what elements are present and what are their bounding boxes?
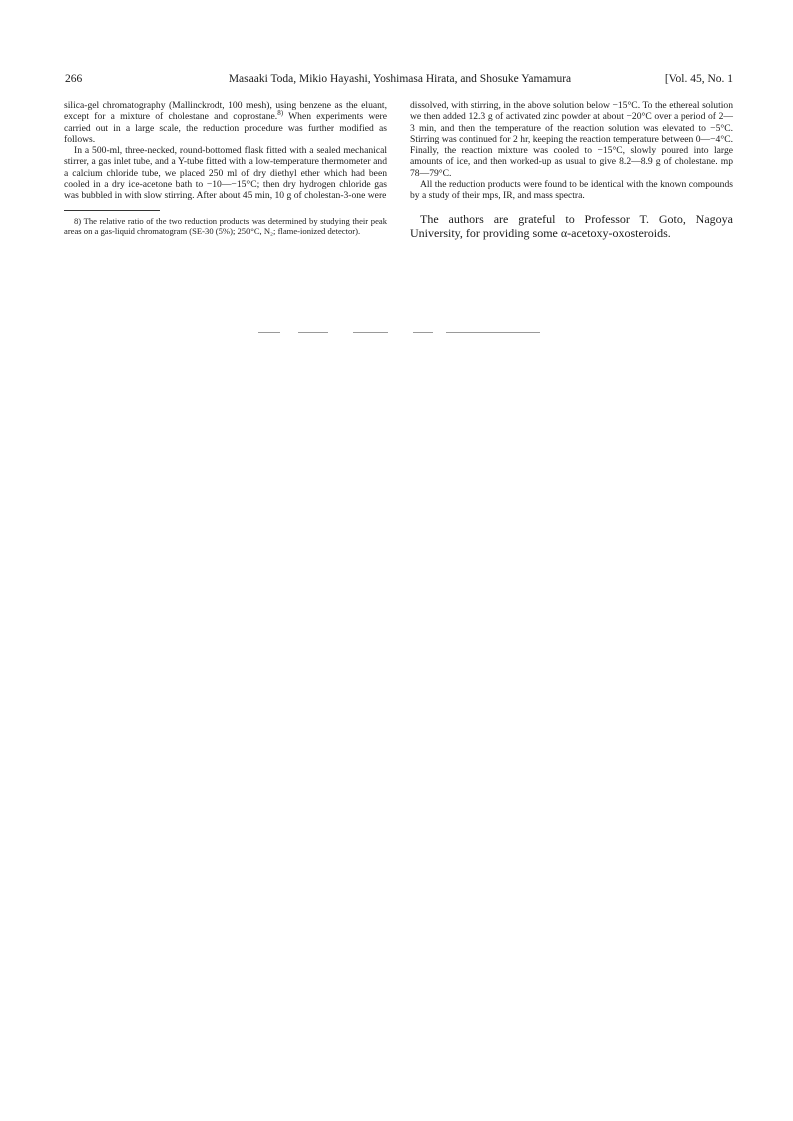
paragraph xyxy=(64,100,387,145)
paragraph: In a 500-ml, three-necked, round-bottomed flask fitted with a sealed mechanical stirrer, a gas inlet tube, and a Y-tube fitted with a low-temperature thermometer and a calcium chloride tube, we placed 250 ml of dry diethyl ether which had been cooled in a dry ice-acetone bath to −10—−15°C; then dry hydrogen chloride gas was bubbled in with slow stirring. After about 45 min, 10 g of cholestan-3-one were xyxy=(64,145,387,202)
rule-segment xyxy=(353,332,388,333)
end-rule xyxy=(258,332,540,333)
acknowledgment: The authors are grateful to Professor T. Goto, Nagoya University, for providing some α-acetoxy-oxosteroids. xyxy=(410,211,733,241)
footnote-ref: 8) xyxy=(277,109,284,118)
paragraph-text: silica-gel chromatography (Mallinckrodt, 100 mesh), using benzene as the eluant, except for a mixture of cholestane and coprostane. xyxy=(64,100,387,123)
footnote-divider xyxy=(64,210,160,211)
author-line: Masaaki Toda, Mikio Hayashi, Yoshimasa Hirata, and Shosuke Yamamura xyxy=(228,73,572,85)
rule-segment xyxy=(446,332,540,333)
volume-info: [Vol. 45, No. 1 xyxy=(664,73,733,85)
page-number: 266 xyxy=(65,73,83,85)
running-header xyxy=(65,73,735,87)
rule-segment xyxy=(258,332,280,333)
rule-segment xyxy=(298,332,328,333)
paragraph: dissolved, with stirring, in the above solution below −15°C. To the ethereal solution we then added 12.3 g of activated zinc powder at about −20°C over a period of 2—3 min, and then the temperature of the reaction solution was elevated to −5°C. Stirring was continued for 2 hr, keeping the reaction temperature between 0—−4°C. Finally, the reaction mixture was cooled to −15°C, slowly poured into large amounts of ice, and then worked-up as usual to give 8.2—8.9 g of cholestane. mp 78—79°C. xyxy=(410,100,733,179)
paragraph: All the reduction products were found to be identical with the known compounds by a study of their mps, IR, and mass spectra. xyxy=(410,179,733,202)
paragraph-text: When experiments were carried out in a large scale, the reduction procedure was further modified as follows. xyxy=(64,111,387,145)
left-column xyxy=(64,100,387,237)
rule-segment xyxy=(413,332,433,333)
right-column xyxy=(410,100,733,241)
footnote: 8) The relative ratio of the two reduction products was determined by studying their peak areas on a gas-liquid chromatogram (SE-30 (5%); 250°C, N₂; flame-ionized detector). xyxy=(64,215,387,237)
